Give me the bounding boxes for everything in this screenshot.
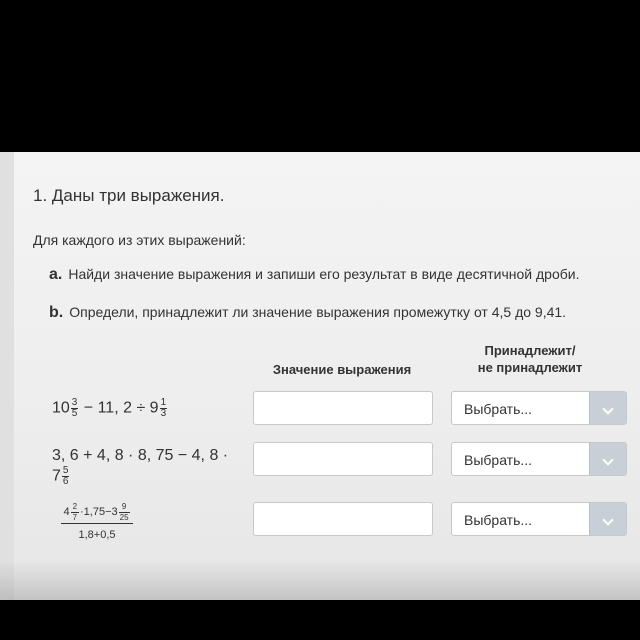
expr3-top-middle: ·1,75−3 — [80, 506, 118, 518]
task-title: 1. Даны три выражения. — [33, 186, 225, 205]
column-header-belongs-line2: не принадлежит — [477, 360, 583, 375]
belongs-select-2[interactable] — [451, 442, 627, 476]
item-a-mark: a. — [49, 266, 63, 283]
expr1-fraction-a — [71, 398, 79, 419]
expr2-fraction — [62, 466, 70, 487]
left-margin — [0, 152, 14, 600]
item-b-mark: b. — [49, 304, 64, 321]
item-b-text: Определи, принадлежит ли значение выражения промежутку от 4,5 до 9,41. — [69, 304, 567, 320]
expr1-fraction-a-num: 3 — [71, 397, 78, 408]
belongs-select-1-label: Выбрать... — [464, 401, 533, 417]
expr3-fraction — [61, 502, 132, 545]
chevron-down-icon[interactable] — [589, 443, 626, 475]
expr2-fraction-den: 6 — [62, 476, 69, 487]
expr1-whole: 10 — [52, 399, 70, 417]
expr3-top-fraction-den: 7 — [72, 512, 78, 522]
expr1-fraction-a-den: 5 — [71, 408, 78, 419]
expression-2 — [52, 446, 247, 487]
expr2-whole: 7 — [52, 467, 61, 485]
column-header-belongs — [460, 342, 600, 376]
expr2-line1: 3, 6 + 4, 8 · 8, 75 − 4, 8 · — [52, 447, 229, 464]
expr1-fraction-b-den: 3 — [160, 408, 167, 419]
expr3-numerator — [61, 502, 132, 524]
task-item-b — [49, 304, 566, 322]
column-header-belongs-line1: Принадлежит/ — [484, 343, 576, 358]
value-input-3[interactable] — [253, 502, 433, 536]
expression-1 — [52, 398, 168, 419]
belongs-select-3[interactable] — [451, 502, 627, 536]
belongs-select-2-label: Выбрать... — [464, 452, 533, 468]
expr3-denominator: 1,8+0,5 — [78, 529, 116, 541]
expr3-top-fraction-2-den: 25 — [119, 512, 129, 522]
expr2-fraction-num: 5 — [62, 465, 69, 476]
expr3-top-fraction — [71, 503, 79, 522]
expr1-fraction-b-num: 1 — [160, 397, 167, 408]
task-intro: Для каждого из этих выражений: — [33, 232, 246, 248]
item-a-text: Найди значение выражения и запиши его результат в виде десятичной дроби. — [68, 266, 580, 282]
task-item-a — [49, 266, 579, 284]
expr1-fraction-b — [160, 398, 168, 419]
value-input-2[interactable] — [253, 442, 433, 476]
value-input-1[interactable] — [253, 391, 433, 425]
expr3-top-fraction-num: 2 — [72, 501, 78, 511]
belongs-select-3-label: Выбрать... — [464, 512, 533, 528]
expr3-top-fraction-2 — [119, 503, 130, 522]
expression-3 — [52, 502, 142, 545]
belongs-select-1[interactable] — [451, 391, 627, 425]
expr3-top-whole: 4 — [63, 506, 70, 518]
chevron-down-icon[interactable] — [589, 503, 626, 535]
column-header-value: Значение выражения — [272, 362, 412, 377]
expr1-middle: − 11, 2 ÷ 9 — [79, 399, 159, 417]
bottom-shadow — [0, 560, 640, 600]
expr3-top-fraction-2-num: 9 — [119, 503, 130, 513]
chevron-down-icon[interactable] — [589, 392, 626, 424]
